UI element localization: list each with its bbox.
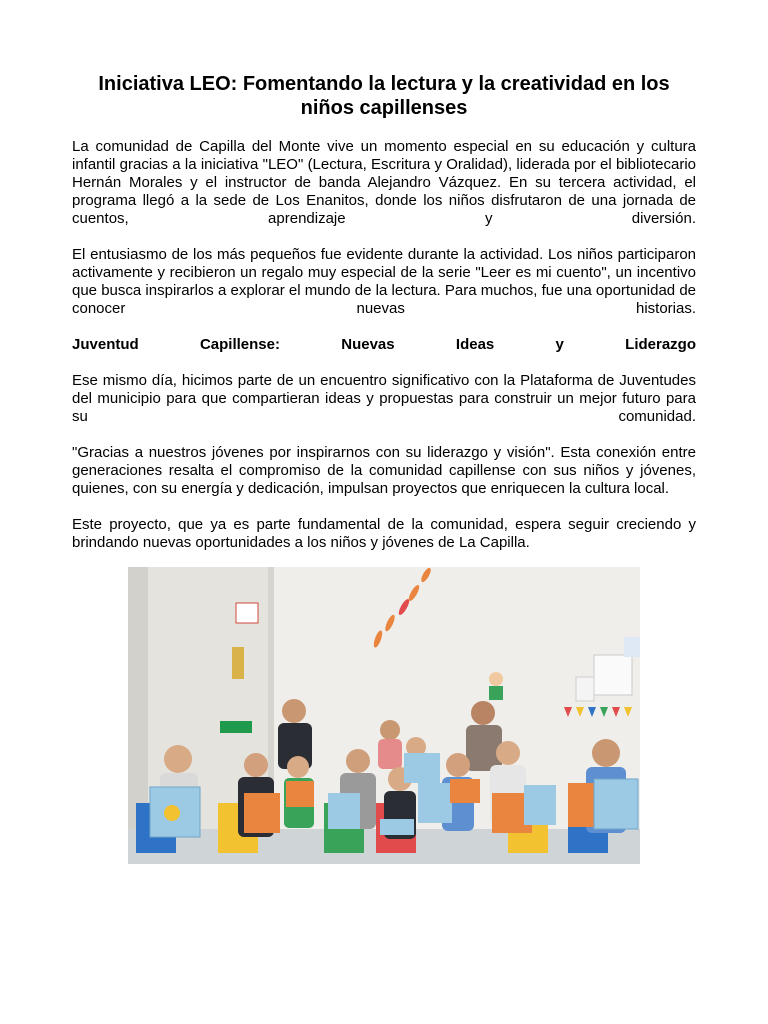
paragraph-enthusiasm: El entusiasmo de los más pequeños fue evidente durante la actividad. Los niños participaron activamente y recibieron un regalo muy especial de la serie "Leer es mi cuento", un incentivo que busca inspirarlos a explorar el mundo de la lectura. Para muchos, fue una oportunidad de conocer nuevas historias. bbox=[72, 246, 696, 317]
paragraph-closing: Este proyecto, que ya es parte fundamental de la comunidad, espera seguir creciendo y brindando nuevas oportunidades a los niños y jóvenes de La Capilla. bbox=[72, 516, 696, 551]
article-body bbox=[72, 138, 696, 570]
emergency-exit-sign bbox=[220, 721, 252, 733]
group-photo-illustration bbox=[128, 567, 640, 864]
group-photo bbox=[128, 567, 640, 864]
article-title: Iniciativa LEO: Fomentando la lectura y la creatividad en los niños capillenses bbox=[98, 73, 670, 119]
paragraph-youth-meeting: Ese mismo día, hicimos parte de un encuentro significativo con la Plataforma de Juventudes del municipio para que compartieran ideas y propuestas para construir un mejor futuro para su comunidad. bbox=[72, 372, 696, 425]
section-heading: Juventud Capillense: Nuevas Ideas y Liderazgo bbox=[72, 336, 696, 353]
paragraph-intro: La comunidad de Capilla del Monte vive un momento especial en su educación y cultura infantil gracias a la iniciativa "LEO" (Lectura, Escritura y Oralidad), liderada por el bibliotecario Hernán Morales y el instructor de banda Alejandro Vázquez. En su tercera actividad, el programa llegó a la sede de Los Enanitos, donde los niños disfrutaron de una jornada de cuentos, aprendizaje y diversión. bbox=[72, 138, 696, 227]
paragraph-quote: "Gracias a nuestros jóvenes por inspirarnos con su liderazgo y visión". Esta conexión entre generaciones resalta el compromiso de la comunidad capillense con sus niños y jóvenes, quienes, con su energía y dedicación, impulsan proyectos que enriquecen la cultura local. bbox=[72, 444, 696, 497]
